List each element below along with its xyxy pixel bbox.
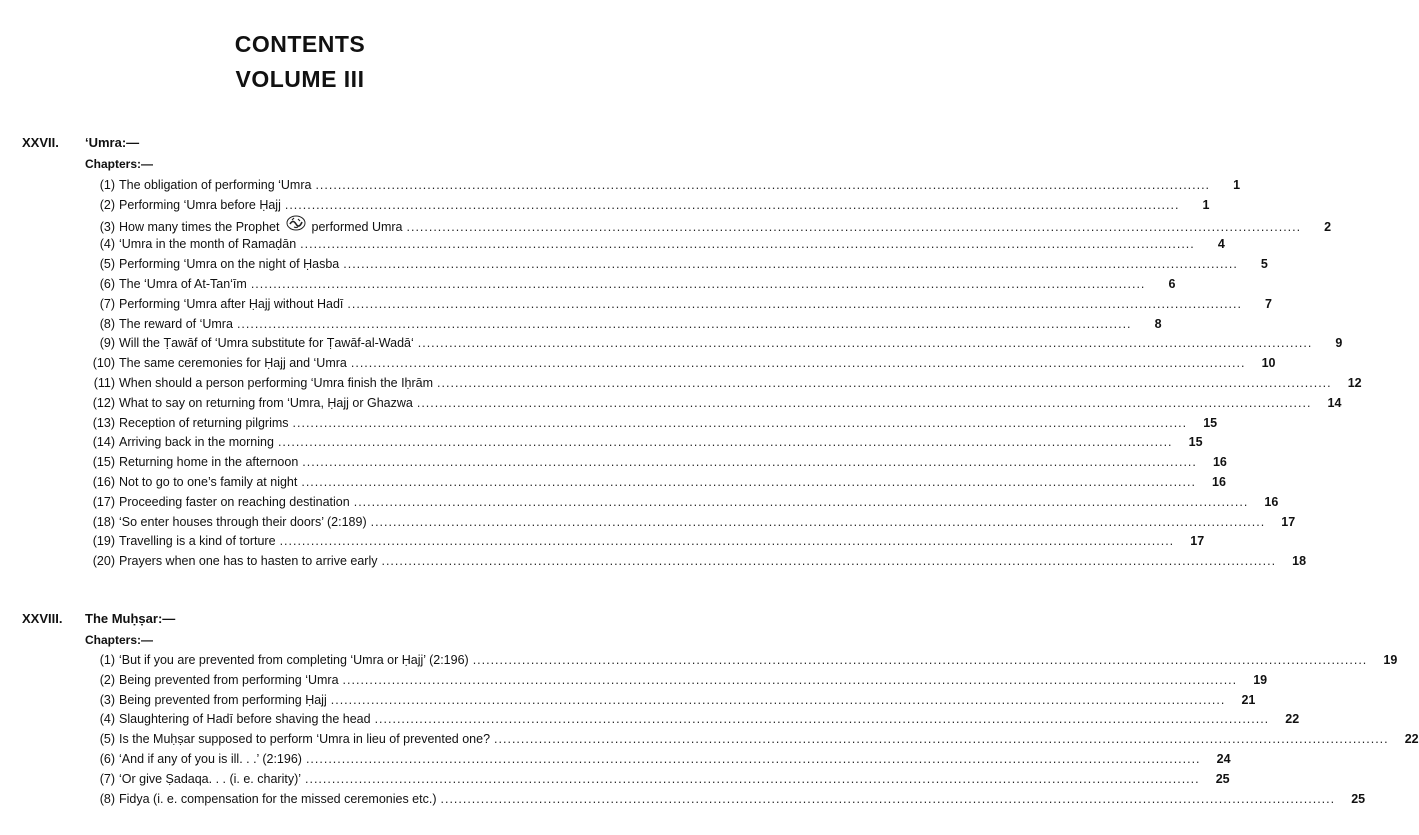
chapter-title: Performing ‘Umra after Ḥajj without Hadī (119, 296, 344, 311)
toc-entry[interactable] (85, 215, 1332, 235)
chapter-number: (19) (92, 534, 115, 549)
dot-leader: ........................................................................................................................................................................................................ (350, 356, 1246, 371)
toc-entry[interactable] (85, 294, 1272, 314)
chapter-number: (6) (99, 277, 115, 291)
chapter-title: Returning home in the afternoon (119, 455, 299, 470)
chapter-title: The same ceremonies for Ḥajj and ‘Umra (119, 356, 347, 371)
toc-entry[interactable] (85, 472, 1226, 492)
chapter-title: ‘So enter houses through their doors’ (2:189) (119, 514, 367, 529)
page-number: 15 (1203, 415, 1218, 430)
toc-entry[interactable] (85, 531, 1205, 551)
page-number: 16 (1212, 455, 1227, 470)
chapter-title: Performing ‘Umra on the night of Ḥasba (119, 257, 340, 272)
page-number: 9 (1335, 336, 1343, 351)
toc-entry[interactable] (85, 690, 1256, 710)
chapter-title: Travelling is a kind of torture (119, 534, 276, 549)
toc-entry[interactable] (85, 452, 1227, 472)
chapter-title: Is the Muḥṣar supposed to perform ‘Umra in lieu of prevented one? (119, 732, 491, 747)
toc-entry[interactable] (85, 314, 1162, 334)
page-number: 1 (1233, 178, 1241, 192)
chapter-number: (20) (92, 554, 115, 569)
page-number: 22 (1404, 732, 1419, 747)
dot-leader: ........................................................................................................................................................................................................ (472, 653, 1368, 667)
part-title: ‘Umra:— (85, 135, 140, 150)
chapter-title: Prayers when one has to hasten to arrive early (119, 554, 378, 569)
part-number: XXVII. (22, 135, 59, 150)
toc-entry[interactable] (85, 729, 1419, 749)
toc-entry[interactable] (85, 195, 1210, 215)
chapter-title: Arriving back in the morning (119, 435, 274, 450)
chapter-title: How many times the Prophet (119, 219, 280, 234)
toc-entry[interactable] (85, 551, 1307, 571)
chapter-title: When should a person performing ‘Umra finish the Iḥrām (119, 376, 434, 390)
chapter-number: (12) (92, 395, 115, 410)
dot-leader: ........................................................................................................................................................................................................ (301, 475, 1196, 489)
toc-entry[interactable] (85, 432, 1203, 452)
page-number: 21 (1241, 692, 1256, 707)
chapter-number: (9) (99, 336, 115, 351)
dot-leader: ........................................................................................................................................................................................................ (330, 692, 1226, 707)
chapter-title: The ‘Umra of At-Tan‘īm (119, 277, 247, 291)
page-number: 4 (1217, 237, 1225, 252)
chapter-title: ‘And if any of you is ill. . .’ (2:196) (119, 752, 302, 766)
toc-entry[interactable] (85, 333, 1343, 353)
page-number: 22 (1285, 712, 1300, 727)
dot-leader: ........................................................................................................................................................................................................ (374, 712, 1270, 727)
toc-entry[interactable] (85, 274, 1176, 294)
chapter-title: Slaughtering of Hadī before shaving the head (119, 712, 371, 727)
dot-leader: ........................................................................................................................................................................................................ (292, 415, 1188, 430)
chapter-number: (3) (99, 692, 115, 707)
chapter-number: (13) (92, 415, 115, 430)
page-number: 24 (1216, 752, 1231, 766)
chapter-title: ‘Umra in the month of Ramaḍān (119, 237, 297, 252)
toc-entry[interactable] (85, 353, 1276, 373)
chapter-number: (7) (99, 296, 115, 311)
page-number: 7 (1265, 296, 1272, 311)
chapter-title: The reward of ‘Umra (119, 316, 233, 331)
page-number: 15 (1188, 435, 1203, 450)
dot-leader: ........................................................................................................................................................................................................ (353, 494, 1249, 509)
chapter-number: (8) (99, 791, 115, 806)
page-number: 17 (1190, 534, 1205, 549)
page-number: 2 (1324, 219, 1332, 234)
page-number: 10 (1261, 356, 1276, 371)
chapter-title: ‘Or give Ṣadaqa. . . (i. e. charity)’ (119, 771, 302, 786)
chapter-title: Being prevented from performing ‘Umra (119, 672, 339, 687)
chapter-title: What to say on returning from ‘Umra, Ḥajj or Ghazwa (119, 395, 413, 410)
dot-leader: ........................................................................................................................................................................................................ (437, 376, 1332, 390)
chapters-heading: Chapters:— (85, 633, 154, 647)
dot-leader: ........................................................................................................................................................................................................ (305, 752, 1201, 766)
chapter-number: (7) (99, 771, 115, 786)
chapter-number: (3) (99, 219, 115, 234)
dot-leader: ........................................................................................................................................................................................................ (343, 257, 1238, 272)
contents-title: CONTENTS (234, 31, 366, 57)
page-number: 25 (1351, 791, 1366, 806)
chapter-number: (10) (92, 356, 115, 371)
dot-leader: ........................................................................................................................................................................................................ (347, 296, 1242, 311)
page-number: 19 (1383, 653, 1398, 667)
page-number: 25 (1215, 771, 1230, 786)
chapter-number: (8) (99, 316, 115, 331)
chapter-number: (1) (99, 178, 115, 192)
chapter-title: ‘But if you are prevented from completing ‘Umra or Ḥajj’ (2:196) (119, 653, 469, 667)
dot-leader: ........................................................................................................................................................................................................ (416, 395, 1312, 410)
chapter-number: (2) (99, 672, 115, 687)
dot-leader: ........................................................................................................................................................................................................ (370, 514, 1266, 529)
dot-leader: ........................................................................................................................................................................................................ (277, 435, 1173, 450)
chapter-number: (5) (99, 257, 115, 272)
dot-leader: ........................................................................................................................................................................................................ (381, 554, 1277, 569)
page-number: 19 (1253, 672, 1268, 687)
toc-entry[interactable] (85, 254, 1268, 274)
chapter-number: (15) (92, 455, 115, 470)
dot-leader: ........................................................................................................................................................................................................ (302, 455, 1197, 470)
chapter-title: The obligation of performing ‘Umra (119, 178, 312, 192)
dot-leader: ........................................................................................................................................................................................................ (315, 178, 1211, 192)
toc-entry[interactable] (85, 650, 1398, 670)
toc-entry[interactable] (85, 175, 1241, 195)
page-number: 16 (1264, 494, 1279, 509)
toc-entry[interactable] (85, 769, 1230, 789)
page-number: 5 (1260, 257, 1268, 272)
chapter-number: (17) (92, 494, 115, 509)
part-number: XXVIII. (22, 611, 63, 626)
dot-leader: ........................................................................................................................................................................................................ (250, 277, 1146, 291)
toc-entry[interactable] (85, 709, 1300, 729)
salallahu-seal-icon (286, 215, 306, 231)
chapter-title: Not to go to one’s family at night (119, 475, 298, 489)
chapter-title: Reception of returning pilgrims (119, 415, 289, 430)
toc-entry[interactable] (85, 492, 1279, 512)
toc-entry[interactable] (85, 234, 1225, 254)
toc-entry[interactable] (85, 373, 1362, 393)
part-title: The Muḥṣar:— (85, 611, 176, 626)
dot-leader: ........................................................................................................................................................................................................ (406, 219, 1302, 234)
chapter-title: Fidya (i. e. compensation for the missed ceremonies etc.) (119, 791, 437, 806)
chapter-number: (18) (92, 514, 115, 529)
dot-leader: ........................................................................................................................................................................................................ (494, 732, 1389, 747)
dot-leader: ........................................................................................................................................................................................................ (236, 316, 1132, 331)
page-number: 14 (1327, 395, 1342, 410)
chapter-title: Being prevented from performing Ḥajj (119, 692, 327, 707)
page-number: 12 (1347, 376, 1362, 390)
page-number: 8 (1154, 316, 1162, 331)
chapter-title-continued: performed Umra (311, 219, 403, 234)
chapter-number: (6) (99, 752, 115, 766)
chapters-heading: Chapters:— (85, 157, 154, 171)
dot-leader: ........................................................................................................................................................................................................ (300, 237, 1195, 252)
page-number: 6 (1168, 277, 1176, 291)
toc-entry[interactable] (85, 512, 1296, 532)
chapter-number: (4) (99, 237, 115, 252)
chapter-number: (2) (99, 197, 115, 212)
toc-entry[interactable] (85, 749, 1231, 769)
chapter-number: (5) (99, 732, 115, 747)
chapter-number: (11) (93, 376, 115, 390)
page-number: 16 (1212, 475, 1226, 489)
chapter-title: Performing ‘Umra before Ḥajj (119, 197, 281, 212)
chapter-number: (14) (92, 435, 115, 450)
chapter-number: (1) (99, 653, 115, 667)
dot-leader: ........................................................................................................................................................................................................ (305, 771, 1200, 786)
toc-entry[interactable] (85, 789, 1366, 809)
dot-leader: ........................................................................................................................................................................................................ (417, 336, 1313, 351)
chapter-number: (16) (92, 475, 115, 489)
volume-title: VOLUME III (235, 66, 365, 92)
dot-leader: ........................................................................................................................................................................................................ (284, 197, 1180, 212)
toc-entry[interactable] (85, 413, 1218, 433)
dot-leader: ........................................................................................................................................................................................................ (440, 791, 1336, 806)
toc-entry[interactable] (85, 393, 1342, 413)
chapter-title: Proceeding faster on reaching destination (119, 494, 350, 509)
chapter-title: Will the Ṭawāf of ‘Umra substitute for Ṭawāf-al-Wadā‘ (119, 336, 414, 351)
page-number: 1 (1202, 197, 1210, 212)
dot-leader: ........................................................................................................................................................................................................ (279, 534, 1175, 549)
toc-entry[interactable] (85, 670, 1268, 690)
page-number: 18 (1292, 554, 1307, 569)
dot-leader: ........................................................................................................................................................................................................ (342, 672, 1238, 687)
page-number: 17 (1281, 514, 1296, 529)
chapter-number: (4) (99, 712, 115, 727)
